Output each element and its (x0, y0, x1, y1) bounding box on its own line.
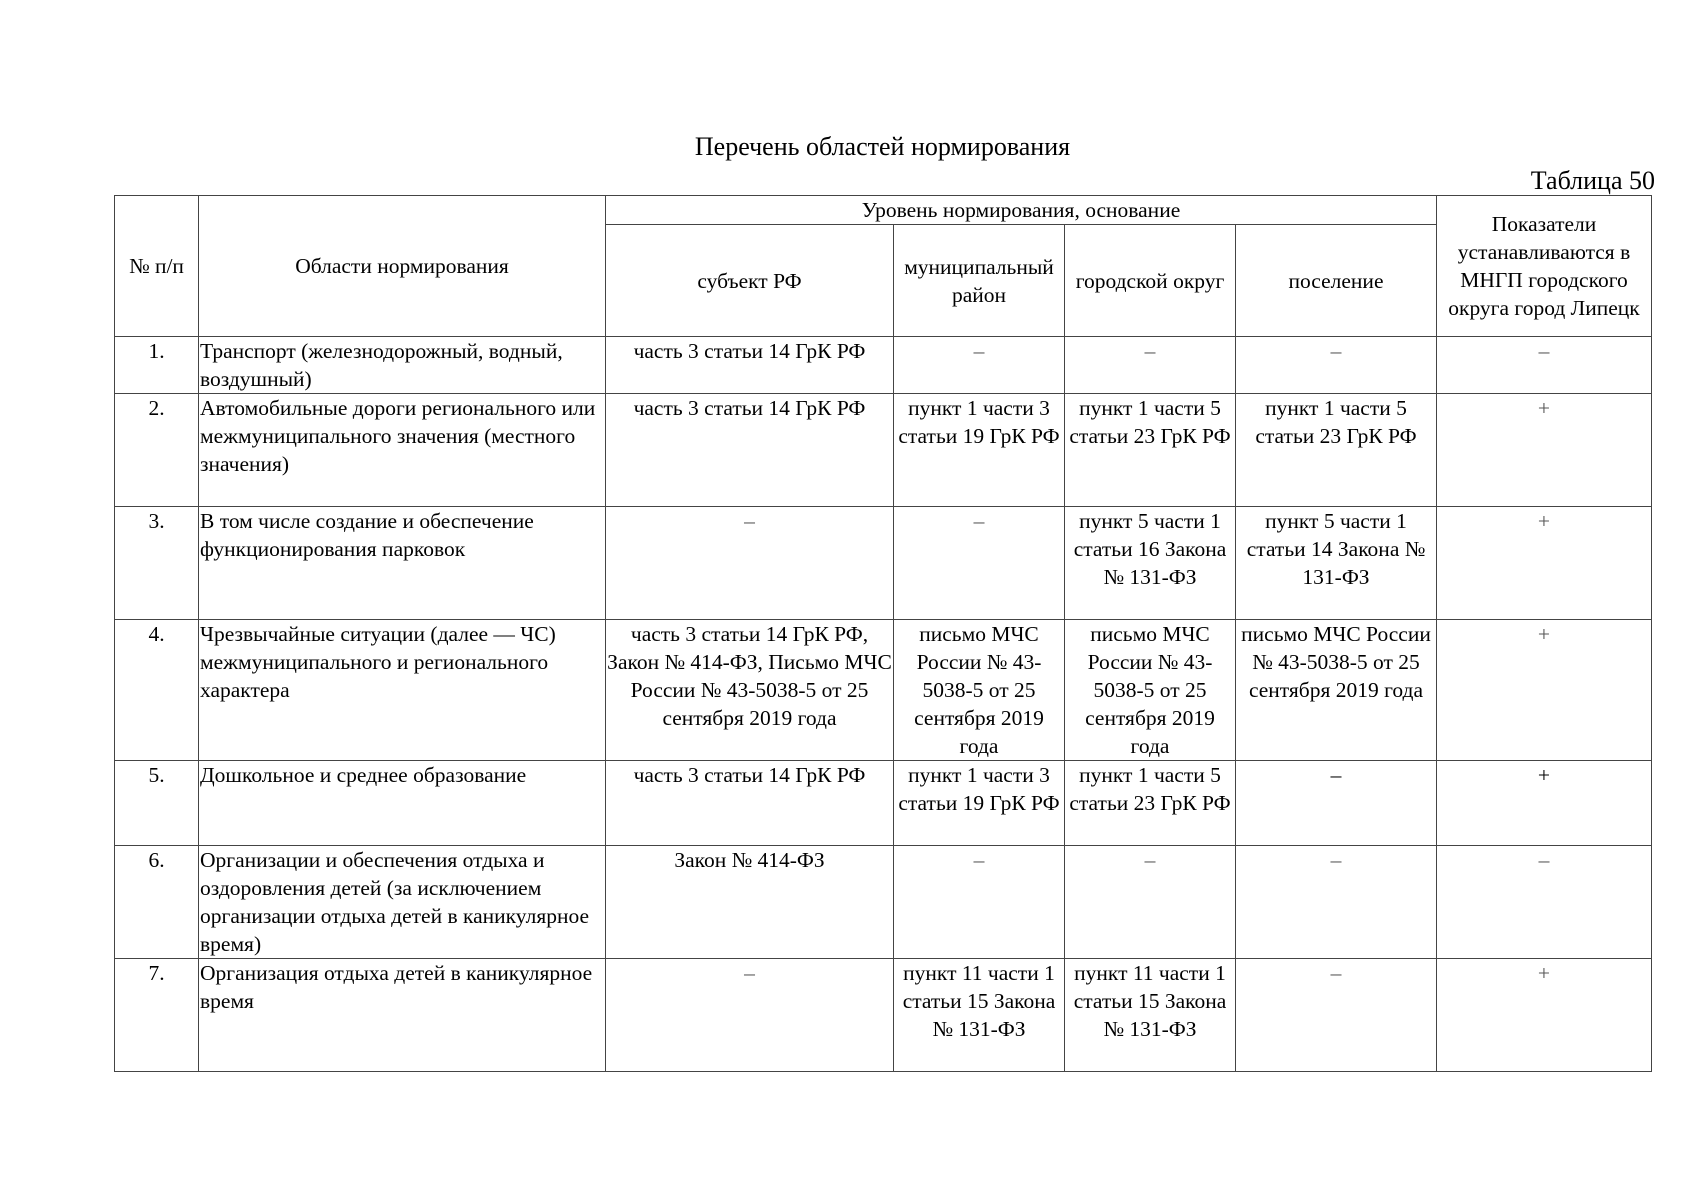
cell-area: Чрезвычайные ситуации (далее — ЧС) межмуниципального и регионального характера (199, 620, 606, 761)
header-level-group: Уровень нормирования, основание (606, 196, 1437, 225)
cell-indicators: + (1437, 620, 1652, 761)
cell-num: 7. (115, 959, 199, 1072)
cell-indicators: + (1437, 507, 1652, 620)
table-row (115, 846, 1652, 959)
cell-num: 1. (115, 337, 199, 394)
cell-area: В том числе создание и обеспечение функционирования парковок (199, 507, 606, 620)
document-title: Перечень областей нормирования (694, 132, 1071, 161)
table-row (115, 337, 1652, 394)
cell-subject: часть 3 статьи 14 ГрК РФ, Закон № 414-ФЗ, Письмо МЧС России № 43-5038-5 от 25 сентября 2019 года (606, 620, 894, 761)
cell-indicators: + (1437, 394, 1652, 507)
cell-num: 3. (115, 507, 199, 620)
header-num: № п/п (115, 196, 199, 337)
cell-subject: часть 3 статьи 14 ГрК РФ (606, 761, 894, 846)
cell-subject: Закон № 414-ФЗ (606, 846, 894, 959)
header-subject: субъект РФ (606, 225, 894, 337)
table-row (115, 394, 1652, 507)
cell-municipal-district: письмо МЧС России № 43-5038-5 от 25 сентября 2019 года (894, 620, 1065, 761)
cell-indicators: – (1437, 846, 1652, 959)
cell-subject: – (606, 959, 894, 1072)
cell-city-district: письмо МЧС России № 43-5038-5 от 25 сентября 2019 года (1065, 620, 1236, 761)
cell-municipal-district: – (894, 507, 1065, 620)
header-indicators: Показатели устанавливаются в МНГП городского округа город Липецк (1437, 196, 1652, 337)
cell-municipal-district: пункт 1 части 3 статьи 19 ГрК РФ (894, 761, 1065, 846)
cell-num: 2. (115, 394, 199, 507)
cell-area: Дошкольное и среднее образование (199, 761, 606, 846)
table-row (115, 620, 1652, 761)
cell-num: 6. (115, 846, 199, 959)
cell-area: Организации и обеспечения отдыха и оздоровления детей (за исключением организации отдыха детей в каникулярное время) (199, 846, 606, 959)
cell-area: Автомобильные дороги регионального или межмуниципального значения (местного значения) (199, 394, 606, 507)
header-city-district: городской округ (1065, 225, 1236, 337)
cell-indicators: + (1437, 959, 1652, 1072)
header-row-top (115, 196, 1652, 225)
cell-settlement: – (1236, 761, 1437, 846)
cell-municipal-district: пункт 11 части 1 статьи 15 Закона № 131-ФЗ (894, 959, 1065, 1072)
cell-subject: часть 3 статьи 14 ГрК РФ (606, 394, 894, 507)
cell-settlement: пункт 5 части 1 статьи 14 Закона № 131-ФЗ (1236, 507, 1437, 620)
table-row (115, 959, 1652, 1072)
cell-municipal-district: – (894, 846, 1065, 959)
cell-indicators: + (1437, 761, 1652, 846)
cell-num: 5. (115, 761, 199, 846)
table-row (115, 507, 1652, 620)
cell-city-district: пункт 1 части 5 статьи 23 ГрК РФ (1065, 761, 1236, 846)
cell-city-district: пункт 11 части 1 статьи 15 Закона № 131-ФЗ (1065, 959, 1236, 1072)
cell-settlement: – (1236, 337, 1437, 394)
cell-city-district: – (1065, 846, 1236, 959)
table-number-label: Таблица 50 (1530, 166, 1655, 195)
cell-city-district: пункт 1 части 5 статьи 23 ГрК РФ (1065, 394, 1236, 507)
cell-subject: часть 3 статьи 14 ГрК РФ (606, 337, 894, 394)
header-settlement: поселение (1236, 225, 1437, 337)
cell-area: Организация отдыха детей в каникулярное время (199, 959, 606, 1072)
header-municipal-district: муниципальный район (894, 225, 1065, 337)
cell-settlement: – (1236, 846, 1437, 959)
cell-municipal-district: – (894, 337, 1065, 394)
cell-settlement: пункт 1 части 5 статьи 23 ГрК РФ (1236, 394, 1437, 507)
cell-city-district: пункт 5 части 1 статьи 16 Закона № 131-ФЗ (1065, 507, 1236, 620)
header-area: Области нормирования (199, 196, 606, 337)
cell-municipal-district: пункт 1 части 3 статьи 19 ГрК РФ (894, 394, 1065, 507)
cell-indicators: – (1437, 337, 1652, 394)
cell-settlement: – (1236, 959, 1437, 1072)
cell-num: 4. (115, 620, 199, 761)
table-row (115, 761, 1652, 846)
cell-settlement: письмо МЧС России № 43-5038-5 от 25 сентября 2019 года (1236, 620, 1437, 761)
norm-areas-table (114, 195, 1652, 1072)
cell-subject: – (606, 507, 894, 620)
cell-area: Транспорт (железнодорожный, водный, воздушный) (199, 337, 606, 394)
cell-city-district: – (1065, 337, 1236, 394)
